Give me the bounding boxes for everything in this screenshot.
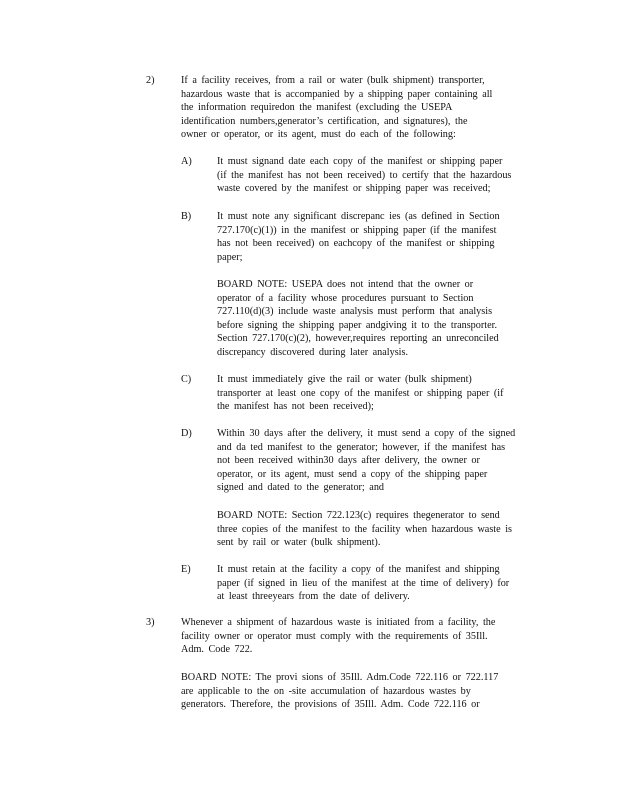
sub-item-b-label: B)	[181, 211, 192, 222]
sub-item-d-label: D)	[181, 428, 192, 439]
text-line: BOARD NOTE: USEPA does not intend that the owner or	[217, 279, 474, 290]
text-line: hazardous waste that is accompanied by a shipping paper containing all	[181, 88, 493, 100]
text-line: not been received within30 days after delivery, the owner or	[217, 455, 480, 467]
text-line: before signing the shipping paper andgiving it to the transporter.	[217, 319, 497, 331]
text-line: three copies of the manifest to the facility when hazardous waste is	[217, 523, 512, 535]
text-line: discrepancy discovered during later analysis.	[217, 346, 409, 358]
text-line: paper;	[217, 251, 243, 263]
text-line: has not been received) on eachcopy of the manifest or shipping	[217, 238, 495, 250]
text-line: Whenever a shipment of hazardous waste is initiated from a facility, the	[181, 617, 496, 628]
text-line: the information requiredon the manifest (excluding the USEPA	[181, 102, 453, 114]
text-line: identification numbers,generator’s certification, and signatures), the	[181, 115, 468, 127]
text-line: signed and dated to the generator; and	[217, 482, 385, 494]
board-note-b	[217, 278, 535, 360]
item-3-paragraph	[181, 616, 527, 657]
item-2-paragraph	[181, 74, 527, 142]
sub-item-c-label: C)	[181, 374, 192, 385]
text-line: It must retain at the facility a copy of the manifest and shipping	[217, 564, 500, 575]
text-line: owner or operator, or its agent, must do each of the following:	[181, 129, 456, 141]
text-line: are applicable to the on -site accumulation of hazardous wastes by	[181, 685, 471, 697]
text-line: at least threeyears from the date of delivery.	[217, 591, 410, 603]
sub-item-a-text	[217, 155, 535, 196]
text-line: generators. Therefore, the provisions of 35Ill. Adm. Code 722.116 or	[181, 699, 480, 711]
text-line: sent by rail or water (bulk shipment).	[217, 537, 381, 549]
text-line: transporter at least one copy of the manifest or shipping paper (if	[217, 387, 504, 399]
sub-item-b-text	[217, 210, 535, 264]
sub-item-a-label: A)	[181, 156, 192, 167]
sub-item-e-label: E)	[181, 564, 191, 575]
text-line: the manifest has not been received);	[217, 401, 374, 413]
text-line: Adm. Code 722.	[181, 644, 253, 656]
text-line: 727.110(d)(3) include waste analysis must perform that analysis	[217, 306, 493, 318]
text-line: Section 727.170(c)(2), however,requires reporting an unreconciled	[217, 333, 499, 345]
board-note-3	[181, 671, 527, 712]
text-line: BOARD NOTE: Section 722.123(c) requires thegenerator to send	[217, 510, 500, 521]
text-line: It must immediately give the rail or water (bulk shipment)	[217, 374, 472, 385]
sub-item-e-text	[217, 563, 535, 604]
text-line: and da ted manifest to the generator; however, if the manifest has	[217, 441, 506, 453]
text-line: paper (if signed in lieu of the manifest at the time of delivery) for	[217, 577, 510, 589]
text-line: Within 30 days after the delivery, it must send a copy of the signed	[217, 428, 516, 439]
text-line: (if the manifest has not been received) to certify that the hazardous	[217, 169, 512, 181]
text-line: operator of a facility whose procedures pursuant to Section	[217, 292, 474, 304]
text-line: operator, or its agent, must send a copy of the shipping paper	[217, 468, 488, 480]
sub-item-d-text	[217, 427, 535, 495]
item-3-number: 3)	[146, 617, 155, 628]
text-line: It must signand date each copy of the manifest or shipping paper	[217, 156, 503, 167]
board-note-d	[217, 509, 535, 550]
text-line: waste covered by the manifest or shipping paper was received;	[217, 183, 491, 195]
text-line: It must note any significant discrepanc ies (as defined in Section	[217, 211, 500, 222]
item-2-number: 2)	[146, 75, 155, 86]
text-line: 727.170(c)(1)) in the manifest or shipping paper (if the manifest	[217, 224, 497, 236]
text-line: facility owner or operator must comply with the requirements of 35Ill.	[181, 630, 488, 642]
sub-item-c-text	[217, 373, 535, 414]
text-line: If a facility receives, from a rail or water (bulk shipment) transporter,	[181, 75, 485, 86]
text-line: BOARD NOTE: The provi sions of 35Ill. Adm.Code 722.116 or 722.117	[181, 672, 499, 683]
